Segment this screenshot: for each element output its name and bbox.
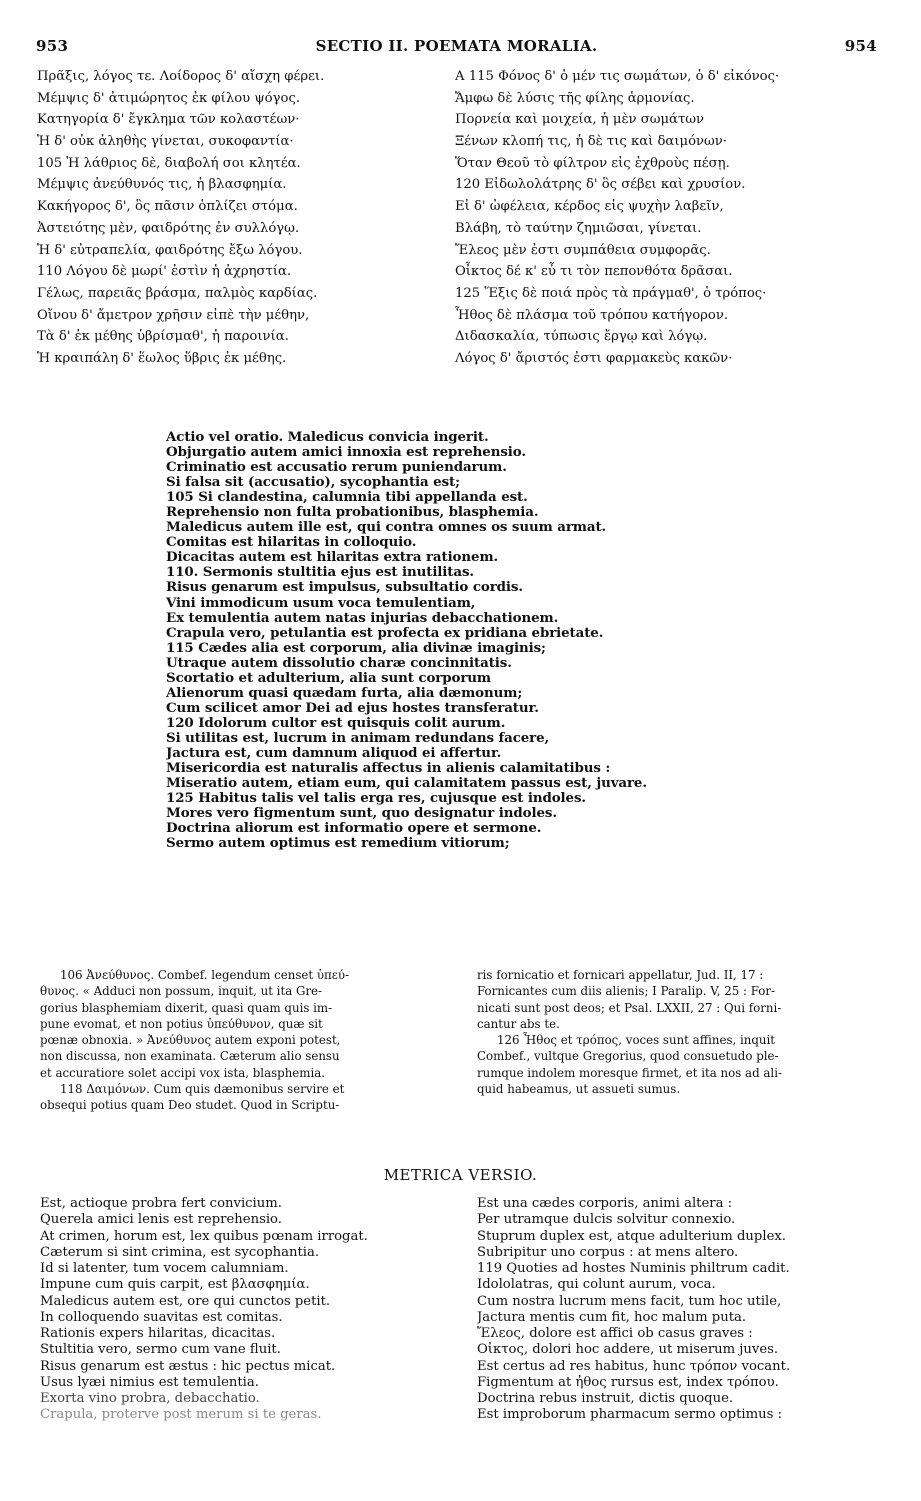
greek-line: Οἶκτος δέ κ' εὖ τι τὸν πεπονθότα δρᾶσαι. [455,264,733,280]
metrica-line: Figmentum at ἦθος rursus est, index τρόπου. [477,1374,779,1390]
footnotes-block [0,967,921,1113]
greek-line: Ἀστειότης μὲν, φαιδρότης ἐν συλλόγῳ. [37,220,300,236]
latin-line: Alienorum quasi quædam furta, alia dæmonum; [166,685,523,701]
greek-line: Τὰ δ' ἐκ μέθης ὑβρίσμαθ', ἡ παροινία. [37,329,289,345]
latin-line: Criminatio est accusatio rerum puniendarum. [166,460,507,476]
metrica-line: Jactura mentis cum fit, hoc malum puta. [477,1309,747,1325]
latin-line: Crapula vero, petulantia est profecta ex pridiana ebrietate. [166,625,604,641]
footnote-line: θυνος. « Adduci non possum, inquit, ut ita Gre- [40,984,323,999]
footnote-line: pœnæ obnoxia. » Ἀνεύθυνος autem exponi potest, [40,1033,341,1048]
latin-line: Utraque autem dissolutio charæ concinnitatis. [166,655,512,671]
greek-line: 110 Λόγου δὲ μωρί' ἐστὶν ἡ ἀχρηστία. [37,264,292,280]
latin-line: Si utilitas est, lucrum in animam redundans facere, [166,730,550,746]
page-number-right: 954 [844,37,877,55]
metrica-line: Exorta vino probra, debacchatio. [40,1391,260,1406]
greek-line: A 115 Φόνος δ' ὁ μέν τις σωμάτων, ὁ δ' εἰκόνος· [455,69,780,84]
latin-line: 110. Sermonis stultitia ejus est inutilitas. [166,565,474,581]
greek-line: 125 Ἕξις δὲ ποιά πρὸς τὰ πράγμαθ', ὁ τρόπος· [455,285,767,301]
footnote-line: non discussa, non examinata. Cæterum alio sensu [40,1049,340,1064]
metrica-line: Maledicus autem est, ore qui cunctos petit. [40,1293,331,1309]
running-header [36,37,877,57]
greek-line: Διδασκαλία, τύπωσις ἔργῳ καὶ λόγῳ. [455,329,708,345]
latin-line: 120 Idolorum cultor est quisquis colit aurum. [166,715,506,731]
metrica-line: Idololatras, qui colunt aurum, voca. [477,1277,716,1293]
latin-line: Sermo autem optimus est remedium vitiorum; [166,836,510,852]
latin-line: Actio vel oratio. Maledicus convicia ingerit. [166,430,489,445]
greek-verse-block [0,66,921,406]
latin-line: 105 Si clandestina, calumnia tibi appellanda est. [166,490,528,506]
metrica-line: Crapula, proterve post merum si te geras. [40,1407,322,1423]
greek-line: Ἦθος δὲ πλάσμα τοῦ τρόπου κατήγορον. [455,307,729,323]
metrica-column-left [40,1196,460,1424]
metrica-line: Est, actioque probra fert convicium. [40,1196,282,1211]
greek-line: Ξένων κλοπή τις, ἡ δὲ τις καὶ δαιμόνων· [455,134,727,150]
greek-line: 120 Εἰδωλολάτρης δ' ὃς σέβει καὶ χρυσίον. [455,177,746,193]
latin-line: Objurgatio autem amici innoxia est reprehensio. [166,445,526,461]
footnote-line: nicati sunt post deos; et Psal. LXXII, 27 : Qui forni- [477,1000,782,1015]
greek-line: Πρᾶξις, λόγος τε. Λοίδορος δ' αἴσχη φέρει. [37,69,325,84]
latin-line: Miseratio autem, etiam eum, qui calamitatem passus est, juvare. [166,776,647,792]
latin-translation-block [166,430,786,851]
footnote-line: Combef., vultque Gregorius, quod consuetudo ple- [477,1049,779,1064]
latin-line: Risus genarum est impulsus, subsultatio cordis. [166,580,523,596]
metrica-line: Est una cædes corporis, animi altera : [477,1196,733,1211]
section-heading: SECTIO II. POEMATA MORALIA. [315,37,598,55]
latin-line: 115 Cædes alia est corporum, alia divinæ imaginis; [166,640,546,656]
footnote-line: rumque indolem moresque firmet, et ita nos ad ali- [477,1065,782,1080]
latin-line: 125 Habitus talis vel talis erga res, cujusque est indoles. [166,791,586,807]
metrica-line: Ἔλεος, dolore est affici ob casus graves : [477,1326,753,1341]
metrica-line: Id si latenter, tum vocem calumniam. [40,1261,289,1276]
metrica-line: At crimen, horum est, lex quibus pœnam irrogat. [40,1228,368,1244]
metrica-line: Rationis expers hilaritas, dicacitas. [40,1326,276,1341]
footnote-line: Fornicantes cum diis alienis; I Paralip. V, 25 : For- [477,984,775,999]
greek-line: Ὅταν Θεοῦ τὸ φίλτρον εἰς ἐχθροὺς πέσῃ. [455,155,730,171]
latin-line: Mores vero figmentum sunt, quo designatur indoles. [166,806,557,822]
metrica-line: Subripitur uno corpus : at mens altero. [477,1244,739,1260]
metrica-line: Per utramque dulcis solvitur connexio. [477,1212,736,1228]
greek-line: Οἴνου δ' ἄμετρον χρῆσιν εἰπὲ τὴν μέθην, [37,307,310,323]
footnotes-column-right [477,967,897,1097]
greek-line: Κατηγορία δ' ἔγκλημα τῶν κολαστέων· [37,112,300,128]
footnote-line: 106 Ἀνεύθυνος. Combef. legendum censet ὑπεύ- [60,968,350,982]
greek-line: Μέμψις ἀνεύθυνός τις, ἡ βλασφημία. [37,177,287,193]
metrica-line: Usus lyæi nimius est temulentia. [40,1374,259,1390]
latin-line: Misericordia est naturalis affectus in alienis calamitatibus : [166,761,611,777]
metrica-line: Οἶκτος, dolori hoc addere, ut miserum juves. [477,1342,779,1358]
greek-line: Βλάβη, τὸ ταύτην ζημιῶσαι, γίνεται. [455,220,702,236]
metrica-line: Stultitia vero, sermo cum vane fluit. [40,1342,281,1358]
latin-line: Ex temulentia autem natas injurias debacchationem. [166,610,559,626]
footnote-line: cantur abs te. [477,1016,560,1031]
greek-line: Πορνεία καὶ μοιχεία, ἡ μὲν σωμάτων [455,112,705,128]
greek-column-left [37,66,437,370]
greek-line: Κακήγορος δ', ὃς πᾶσιν ὁπλίζει στόμα. [37,199,298,215]
metrica-line: Stuprum duplex est, atque adulterium duplex. [477,1228,786,1244]
latin-line: Cum scilicet amor Dei ad ejus hostes transferatur. [166,700,539,716]
footnote-line: 126 Ἦθος et τρόπος, voces sunt affines, inquit [497,1033,776,1048]
metrica-column-right [477,1196,897,1424]
greek-line: Λόγος δ' ἄριστός ἐστι φαρμακεὺς κακῶν· [455,350,733,366]
page-number-left: 953 [36,37,69,55]
footnote-line: et accuratiore solet accipi vox ista, blasphemia. [40,1065,326,1080]
metrica-line: Impune cum quis carpit, est βλασφημία. [40,1277,310,1293]
metrica-line: Est improborum pharmacum sermo optimus : [477,1407,783,1423]
greek-line: Ἡ δ' οὐκ ἀληθὴς γίνεται, συκοφαντία· [37,134,294,150]
footnote-line: gorius blasphemiam dixerit, quasi quam quis im- [40,1000,333,1015]
footnote-line: pune evomat, et non potius ὑπεύθυνον, quæ sit [40,1016,323,1031]
metrica-heading: METRICA VERSIO. [383,1166,538,1184]
footnote-line: quid habeamus, ut assueti sumus. [477,1082,681,1097]
greek-line: Γέλως, παρειᾶς βράσμα, παλμὸς καρδίας. [37,285,318,301]
latin-line: Si falsa sit (accusatio), sycophantia est; [166,475,460,491]
footnote-line: ris fornicatio et fornicari appellatur, Jud. II, 17 : [477,968,764,982]
metrica-line: Risus genarum est æstus : hic pectus micat. [40,1358,336,1374]
greek-line: Μέμψις δ' ἀτιμώρητος ἐκ φίλου ψόγος. [37,90,301,106]
metrica-line: Querela amici lenis est reprehensio. [40,1212,282,1228]
footnote-line: 118 Δαιμόνων. Cum quis dæmonibus servire et [60,1082,345,1097]
latin-line: Vini immodicum usum voca temulentiam, [166,595,476,611]
greek-line: Εἰ δ' ὠφέλεια, κέρδος εἰς ψυχὴν λαβεῖν, [455,199,724,215]
metrica-line: Cæterum si sint crimina, est sycophantia. [40,1244,320,1260]
greek-line: Ἡ κραιπάλη δ' ἕωλος ὕβρις ἐκ μέθης. [37,350,287,366]
metrica-line: Doctrina rebus instruit, dictis quoque. [477,1391,734,1406]
greek-line: 105 Ἡ λάθριος δὲ, διαβολή σοι κλητέα. [37,155,301,171]
latin-line: Dicacitas autem est hilaritas extra rationem. [166,550,499,566]
metrica-verse-block [0,1196,921,1496]
greek-column-right [455,66,895,370]
metrica-line: In colloquendo suavitas est comitas. [40,1309,283,1325]
latin-line: Scortatio et adulterium, alia sunt corporum [166,670,491,686]
footnotes-column-left [40,967,450,1114]
metrica-line: Est certus ad res habitus, hunc τρόπον vocant. [477,1358,791,1374]
greek-line: Ἄμφω δὲ λύσις τῆς φίλης ἁρμονίας. [455,90,695,106]
footnote-line: obsequi potius quam Deo studet. Quod in Scriptu- [40,1098,340,1113]
greek-line: Ἡ δ' εὐτραπελία, φαιδρότης ἔξω λόγου. [37,242,303,258]
greek-line: Ἔλεος μὲν ἐστι συμπάθεια συμφορᾶς. [455,242,711,258]
latin-line: Doctrina aliorum est informatio opere et sermone. [166,821,542,837]
latin-line: Jactura est, cum damnum aliquod ei affertur. [166,745,502,761]
latin-line: Reprehensio non fulta probationibus, blasphemia. [166,505,539,521]
latin-line: Comitas est hilaritas in colloquio. [166,535,417,551]
metrica-line: 119 Quoties ad hostes Numinis philtrum cadit. [477,1261,790,1276]
metrica-line: Cum nostra lucrum mens facit, tum hoc utile, [477,1293,782,1309]
latin-line: Maledicus autem ille est, qui contra omnes os suum armat. [166,520,607,536]
